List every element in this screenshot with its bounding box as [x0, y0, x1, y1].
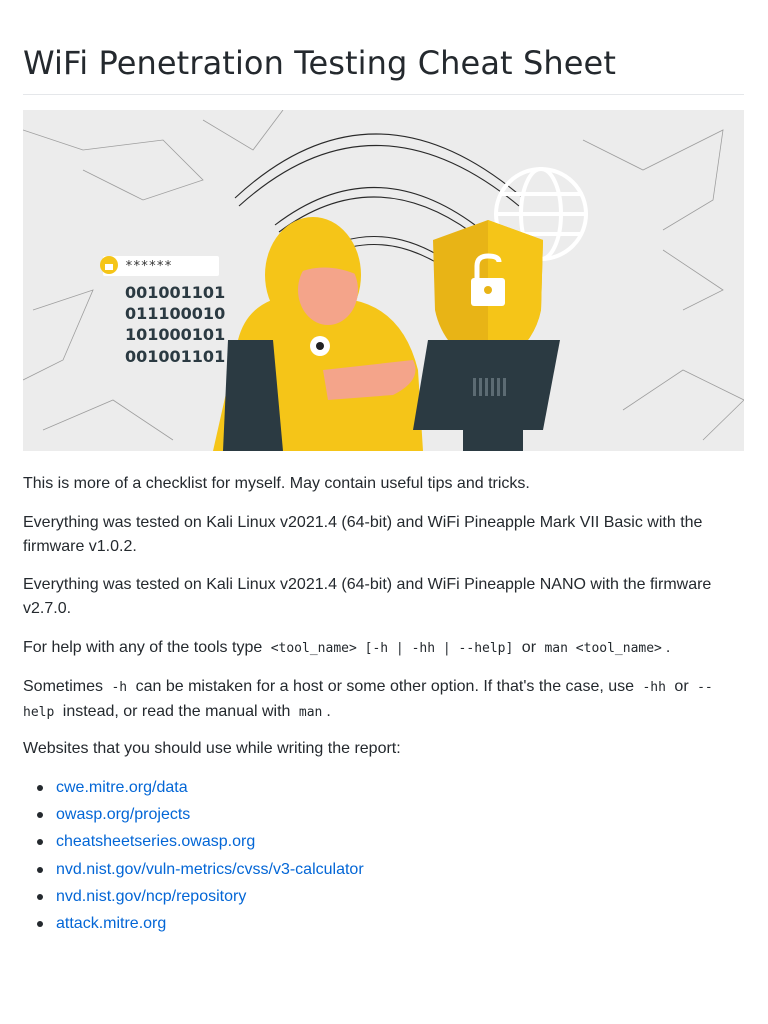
svg-text:101000101: 101000101 [125, 325, 226, 344]
list-item [56, 912, 364, 939]
sometimes-code-1: -h [107, 680, 131, 695]
help-suffix: . [665, 639, 671, 656]
binary-code-graphic [125, 283, 225, 366]
link-cwe[interactable]: cwe.mitre.org/data [56, 779, 188, 796]
page-title: WiFi Penetration Testing Cheat Sheet [23, 44, 616, 82]
websites-intro: Websites that you should use while writing the report: [23, 740, 401, 757]
svg-text:011100010: 011100010 [125, 304, 226, 323]
link-owasp-projects[interactable]: owasp.org/projects [56, 806, 191, 824]
hero-illustration [23, 110, 744, 451]
sometimes-text-2: can be mistaken for a host or some other option. If that's the case, use [135, 678, 635, 695]
help-prefix: For help with any of the tools type [23, 639, 263, 656]
sometimes-text-1: Sometimes [23, 678, 104, 695]
sometimes-text-4: instead, or read the manual with [62, 702, 291, 720]
website-links-list [23, 776, 364, 939]
link-cvss-calculator[interactable]: nvd.nist.gov/vuln-metrics/cvss/v3-calculator [56, 860, 364, 878]
intro-paragraph: This is more of a checklist for myself. May contain useful tips and tricks. [23, 475, 530, 492]
svg-text:001001101: 001001101 [125, 283, 226, 302]
tested-paragraph-2: Everything was tested on Kali Linux v2021.4 (64-bit) and WiFi Pineapple NANO with the firmware v2.7.0. [23, 576, 712, 617]
sometimes-paragraph [23, 675, 745, 724]
link-attack-mitre[interactable]: attack.mitre.org [56, 914, 167, 932]
title-divider [23, 94, 744, 95]
sometimes-text-5: . [326, 702, 331, 720]
list-item [56, 885, 364, 912]
sometimes-text-3: or [674, 678, 689, 695]
list-item [56, 776, 364, 803]
help-middle: or [521, 639, 537, 656]
list-item [56, 803, 364, 830]
password-field-graphic [100, 256, 219, 276]
svg-text:******: ****** [125, 259, 172, 274]
sometimes-code-3: --help [23, 680, 713, 720]
tested-paragraph-1: Everything was tested on Kali Linux v2021.4 (64-bit) and WiFi Pineapple Mark VII Basic with the firmware v1.0.2. [23, 514, 703, 555]
link-ncp-repository[interactable]: nvd.nist.gov/ncp/repository [56, 887, 247, 905]
help-code-2: man <tool_name> [540, 641, 665, 656]
sometimes-code-4: man [295, 705, 326, 720]
list-item [56, 858, 364, 885]
help-paragraph [23, 636, 745, 661]
help-code-1: <tool_name> [-h | -hh | --help] [267, 641, 518, 656]
svg-text:001001101: 001001101 [125, 347, 226, 366]
list-item [56, 830, 364, 857]
link-cheatsheetseries[interactable]: cheatsheetseries.owasp.org [56, 833, 256, 851]
sometimes-code-2: -hh [638, 680, 669, 695]
